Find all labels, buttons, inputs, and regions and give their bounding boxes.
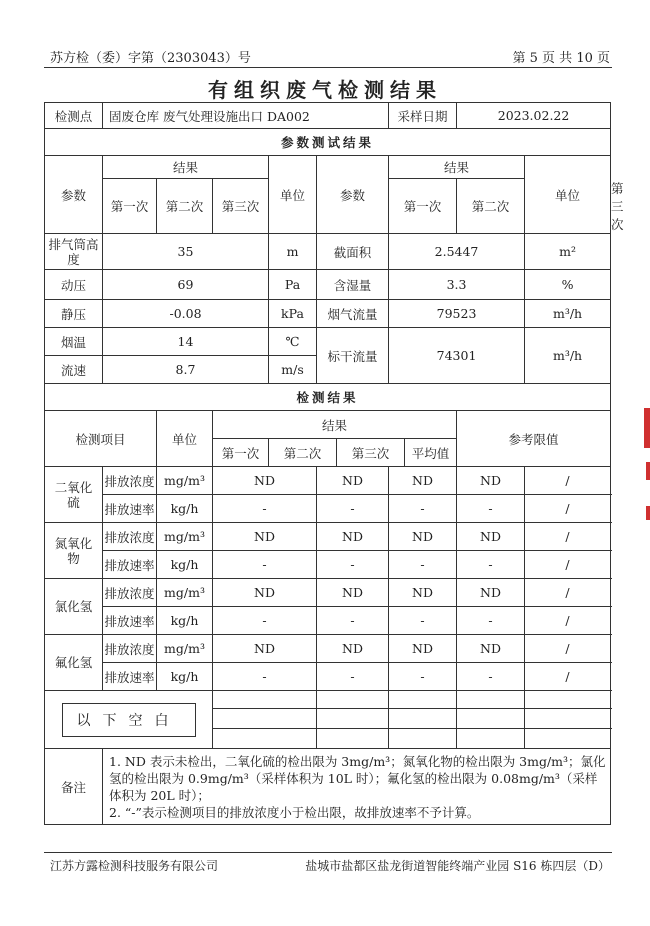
params-col-second-right: 第二次 — [457, 179, 525, 234]
param-name: 排气筒高度 — [45, 234, 103, 270]
item-avg: - — [457, 607, 525, 635]
table-row — [45, 467, 611, 495]
item-limit: / — [525, 663, 611, 691]
params-col-first-right: 第一次 — [389, 179, 457, 234]
item-sub: 排放浓度 — [103, 467, 157, 495]
point-value: 固废仓库 废气处理设施出口 DA002 — [103, 103, 389, 129]
item-sub: 排放速率 — [103, 551, 157, 579]
item-v1: ND — [213, 579, 317, 607]
table-row — [45, 663, 611, 691]
param-name: 烟温 — [45, 328, 103, 356]
edge-mark — [646, 506, 650, 520]
param-unit: ℃ — [269, 328, 317, 356]
param-row — [45, 270, 611, 300]
item-limit: / — [525, 467, 611, 495]
params-col-unit-left: 单位 — [269, 156, 317, 234]
param-unit: m — [269, 234, 317, 270]
item-v3: - — [389, 607, 457, 635]
param-name: 截面积 — [317, 234, 389, 270]
item-sub: 排放速率 — [103, 607, 157, 635]
notes-label: 备注 — [45, 749, 103, 825]
table-row — [45, 495, 611, 523]
item-unit: mg/m³ — [157, 635, 213, 663]
results-section-row — [45, 384, 611, 411]
param-unit: m² — [525, 234, 611, 270]
table-row — [45, 635, 611, 663]
date-label: 采样日期 — [389, 103, 457, 129]
item-v3: ND — [389, 523, 457, 551]
param-value: 35 — [103, 234, 269, 270]
item-avg: ND — [457, 467, 525, 495]
item-v2: - — [317, 663, 389, 691]
blank-stamp-cell — [45, 691, 213, 749]
table-row — [45, 607, 611, 635]
param-unit: m/s — [269, 356, 317, 384]
results-col-avg: 平均值 — [405, 439, 457, 467]
item-unit: kg/h — [157, 607, 213, 635]
params-col-first-left: 第一次 — [103, 179, 157, 234]
item-v3: ND — [389, 467, 457, 495]
params-col-second-left: 第二次 — [157, 179, 213, 234]
results-table — [44, 102, 624, 825]
item-name: 氯化氢 — [45, 579, 103, 635]
results-col-first: 第一次 — [213, 439, 269, 467]
item-v2: - — [317, 551, 389, 579]
item-v1: - — [213, 495, 317, 523]
results-col-limit: 参考限值 — [457, 411, 611, 467]
params-section-title: 参数测试结果 — [45, 129, 611, 156]
item-limit: / — [525, 495, 611, 523]
params-section-row — [45, 129, 611, 156]
item-limit: / — [525, 551, 611, 579]
item-avg: ND — [457, 523, 525, 551]
note-line-2: 2. “-”表示检测项目的排放浓度小于检出限，故排放速率不予计算。 — [109, 804, 480, 820]
item-sub: 排放速率 — [103, 663, 157, 691]
param-unit: Pa — [269, 270, 317, 300]
point-label: 检测点 — [45, 103, 103, 129]
item-avg: - — [457, 663, 525, 691]
item-unit: mg/m³ — [157, 523, 213, 551]
date-value: 2023.02.22 — [457, 103, 611, 129]
header-divider — [44, 67, 612, 68]
item-avg: - — [457, 551, 525, 579]
param-name: 含湿量 — [317, 270, 389, 300]
item-v1: ND — [213, 635, 317, 663]
page-indicator: 第 5 页 共 10 页 — [512, 51, 610, 66]
item-v3: - — [389, 495, 457, 523]
item-v2: ND — [317, 635, 389, 663]
item-v2: ND — [317, 523, 389, 551]
item-avg: ND — [457, 579, 525, 607]
item-v2: - — [317, 607, 389, 635]
params-subheader-row: 第一次 第二次 第三次 第一次 第二次 第三次 — [45, 179, 611, 234]
params-col-param-right: 参数 — [317, 156, 389, 234]
page-title: 有组织废气检测结果 — [208, 78, 442, 102]
param-name: 烟气流量 — [317, 300, 389, 328]
item-v3: ND — [389, 635, 457, 663]
item-v2: - — [317, 495, 389, 523]
param-row — [45, 328, 611, 356]
param-unit: % — [525, 270, 611, 300]
param-value: 79523 — [389, 300, 525, 328]
item-unit: kg/h — [157, 495, 213, 523]
footer-company: 江苏方露检测科技服务有限公司 — [50, 859, 219, 873]
table-row — [45, 579, 611, 607]
params-col-param-left: 参数 — [45, 156, 103, 234]
item-v1: - — [213, 607, 317, 635]
blank-row — [45, 691, 611, 709]
item-unit: mg/m³ — [157, 467, 213, 495]
results-col-second: 第二次 — [269, 439, 337, 467]
item-v3: ND — [389, 579, 457, 607]
item-name: 二氧化硫 — [45, 467, 103, 523]
item-unit: kg/h — [157, 551, 213, 579]
param-name: 标干流量 — [317, 328, 389, 384]
results-header-row — [45, 411, 611, 439]
footer-divider — [44, 852, 612, 853]
item-sub: 排放速率 — [103, 495, 157, 523]
results-col-unit: 单位 — [157, 411, 213, 467]
table-row — [45, 523, 611, 551]
item-sub: 排放浓度 — [103, 523, 157, 551]
params-header-row — [45, 156, 611, 179]
param-value: 74301 — [389, 328, 525, 384]
notes-row — [45, 749, 611, 825]
params-col-result-left: 结果 — [103, 156, 269, 179]
param-name: 静压 — [45, 300, 103, 328]
item-v1: ND — [213, 523, 317, 551]
item-sub: 排放浓度 — [103, 579, 157, 607]
param-name: 动压 — [45, 270, 103, 300]
item-avg: ND — [457, 635, 525, 663]
item-unit: kg/h — [157, 663, 213, 691]
param-row — [45, 234, 611, 270]
edge-mark — [644, 408, 650, 448]
param-unit: m³/h — [525, 300, 611, 328]
params-col-unit-right: 单位 — [525, 156, 611, 234]
item-v1: - — [213, 663, 317, 691]
notes-content — [103, 749, 611, 825]
param-unit: kPa — [269, 300, 317, 328]
results-col-third: 第三次 — [337, 439, 405, 467]
item-name: 氮氧化物 — [45, 523, 103, 579]
param-name: 流速 — [45, 356, 103, 384]
param-row — [45, 300, 611, 328]
item-avg: - — [457, 495, 525, 523]
table-row — [45, 551, 611, 579]
item-v2: ND — [317, 579, 389, 607]
param-unit: m³/h — [525, 328, 611, 384]
item-name: 氟化氢 — [45, 635, 103, 691]
results-col-item: 检测项目 — [45, 411, 157, 467]
item-unit: mg/m³ — [157, 579, 213, 607]
note-line-1: 1. ND 表示未检出，二氧化硫的检出限为 3mg/m³；氮氧化物的检出限为 3mg/m³；氯化氢的检出限为 0.9mg/m³（采样体积为 10L 时）；氟化氢的检出限为 0.08mg/m³（采样体积为 20L 时）； — [109, 753, 606, 803]
item-limit: / — [525, 579, 611, 607]
item-v3: - — [389, 663, 457, 691]
param-value: 14 — [103, 328, 269, 356]
results-col-result: 结果 — [213, 411, 457, 439]
blank-stamp: 以下空白 — [62, 703, 196, 737]
info-row — [45, 103, 611, 129]
item-v1: - — [213, 551, 317, 579]
report-number: 苏方检（委）字第（2303043）号 — [50, 51, 251, 66]
param-value: 69 — [103, 270, 269, 300]
param-value: 8.7 — [103, 356, 269, 384]
param-value: -0.08 — [103, 300, 269, 328]
item-v3: - — [389, 551, 457, 579]
param-value: 3.3 — [389, 270, 525, 300]
params-col-result-right: 结果 — [389, 156, 525, 179]
param-value: 2.5447 — [389, 234, 525, 270]
params-col-third-left: 第三次 — [213, 179, 269, 234]
item-limit: / — [525, 635, 611, 663]
results-section-title: 检测结果 — [45, 384, 611, 411]
item-v1: ND — [213, 467, 317, 495]
item-v2: ND — [317, 467, 389, 495]
item-sub: 排放浓度 — [103, 635, 157, 663]
item-limit: / — [525, 523, 611, 551]
edge-mark — [646, 462, 650, 480]
item-limit: / — [525, 607, 611, 635]
footer-address: 盐城市盐都区盐龙街道智能终端产业园 S16 栋四层（D） — [305, 859, 610, 873]
